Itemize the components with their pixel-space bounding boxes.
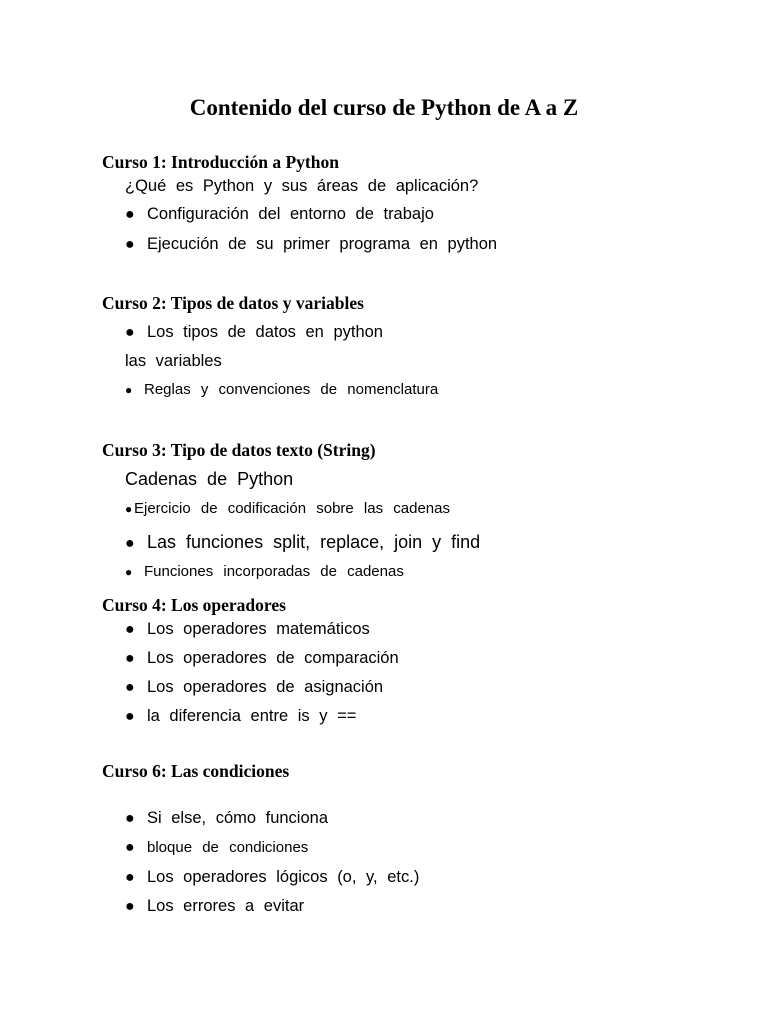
section-heading-curso-6: Curso 6: Las condiciones xyxy=(102,761,290,781)
list-item-text: Configuración del entorno de trabajo xyxy=(147,205,434,223)
bullet-icon: ● xyxy=(125,708,135,725)
list-item xyxy=(125,808,328,829)
bullet-icon: ● xyxy=(125,236,135,253)
list-item xyxy=(125,204,434,225)
list-item xyxy=(125,176,478,196)
section-heading-curso-3: Curso 3: Tipo de datos texto (String) xyxy=(102,440,376,460)
list-item xyxy=(125,562,404,582)
bullet-icon: ● xyxy=(125,502,133,516)
list-item xyxy=(125,499,450,519)
list-item xyxy=(125,677,383,698)
list-item xyxy=(125,234,497,255)
list-item xyxy=(125,351,222,371)
list-item-text: Cadenas de Python xyxy=(125,469,294,489)
section-heading-curso-4: Curso 4: Los operadores xyxy=(102,595,286,615)
list-item-text: Los operadores matemáticos xyxy=(147,620,370,638)
list-item-text: las variables xyxy=(125,352,222,370)
bullet-icon: ● xyxy=(125,898,135,915)
list-item-text: bloque de condiciones xyxy=(147,839,309,856)
bullet-icon: ● xyxy=(125,810,135,827)
bullet-icon: ● xyxy=(125,679,135,696)
list-item-text: Reglas y convenciones de nomenclatura xyxy=(144,381,439,398)
bullet-icon: ● xyxy=(125,535,135,552)
list-item-text: Ejecución de su primer programa en python xyxy=(147,235,498,253)
bullet-icon: ● xyxy=(125,650,135,667)
list-item-text: Los operadores lógicos (o, y, etc.) xyxy=(147,868,420,886)
list-item xyxy=(125,469,293,489)
section-heading-curso-2: Curso 2: Tipos de datos y variables xyxy=(102,293,364,313)
list-item xyxy=(125,838,308,858)
document-title: Contenido del curso de Python de A a Z xyxy=(189,95,579,120)
list-item-text: ¿Qué es Python y sus áreas de aplicación? xyxy=(125,177,479,195)
list-item-text: Los operadores de comparación xyxy=(147,649,399,667)
list-item xyxy=(125,532,480,554)
list-item-text: Funciones incorporadas de cadenas xyxy=(144,563,404,580)
list-item xyxy=(125,322,383,343)
bullet-icon: ● xyxy=(125,565,133,579)
section-heading-curso-1: Curso 1: Introducción a Python xyxy=(102,152,339,172)
list-item-text: Las funciones split, replace, join y find xyxy=(147,532,481,552)
list-item xyxy=(125,867,419,888)
bullet-icon: ● xyxy=(125,839,135,856)
bullet-icon: ● xyxy=(125,869,135,886)
list-item-text: Ejercicio de codificación sobre las cadenas xyxy=(134,500,450,517)
list-item xyxy=(125,619,370,640)
list-item-text: la diferencia entre is y == xyxy=(147,707,357,725)
list-item-text: Los tipos de datos en python xyxy=(147,323,383,341)
list-item xyxy=(125,896,304,917)
list-item-text: Los operadores de asignación xyxy=(147,678,384,696)
bullet-icon: ● xyxy=(125,383,133,397)
list-item-text: Si else, cómo funciona xyxy=(147,809,329,827)
list-item-text: Los errores a evitar xyxy=(147,897,305,915)
list-item xyxy=(125,648,399,669)
bullet-icon: ● xyxy=(125,621,135,638)
bullet-icon: ● xyxy=(125,206,135,223)
list-item xyxy=(125,706,356,727)
list-item xyxy=(125,380,438,400)
bullet-icon: ● xyxy=(125,324,135,341)
